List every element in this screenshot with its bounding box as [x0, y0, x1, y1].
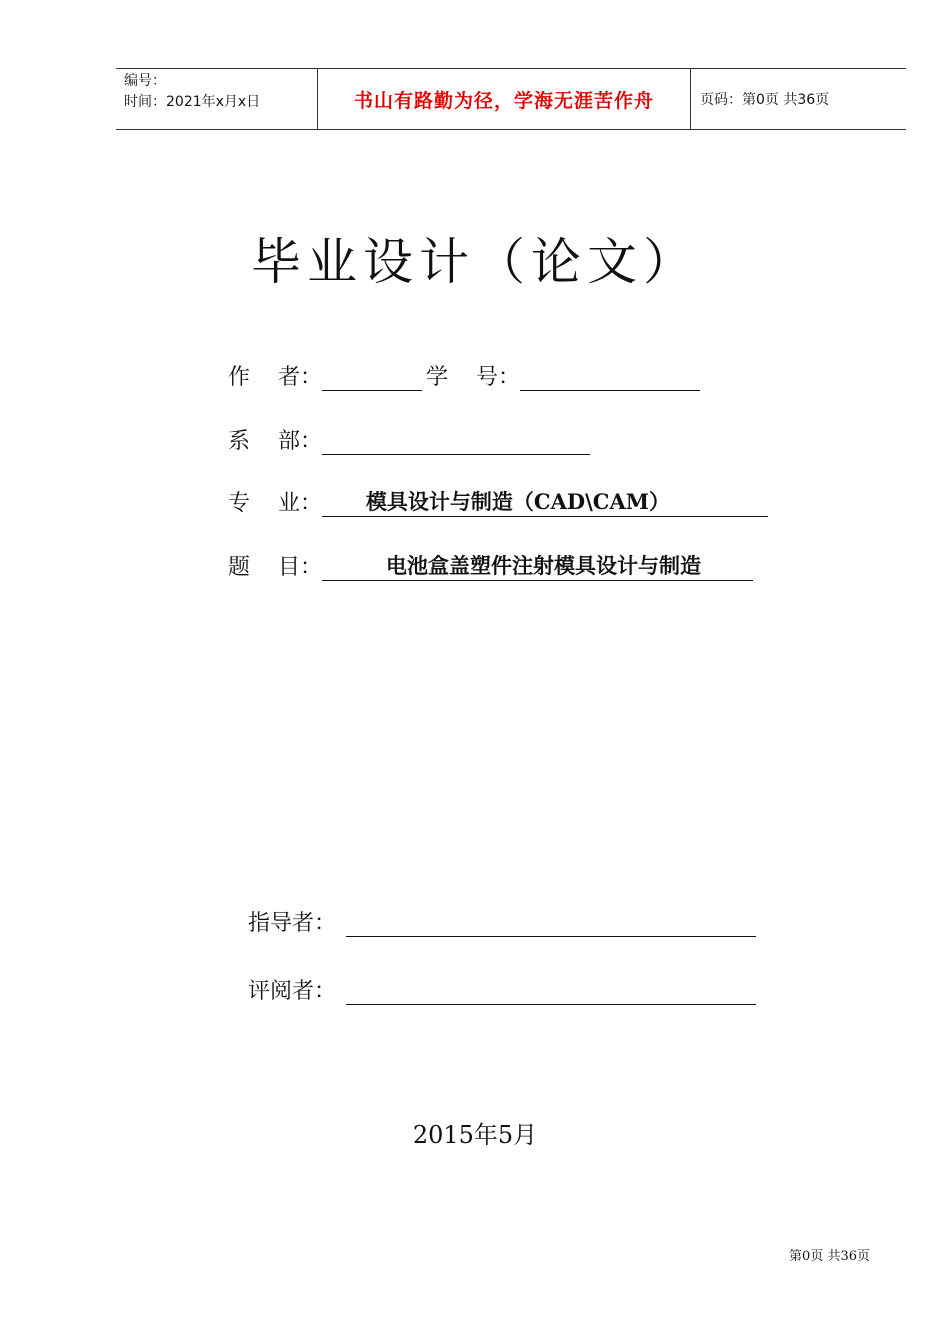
reviewer-label: 评阅者：	[248, 979, 337, 1004]
department-label: 系 部：	[228, 429, 322, 454]
number-label: 编号：	[124, 73, 166, 89]
topic-row	[228, 550, 753, 581]
topic-label: 题 目：	[228, 555, 322, 580]
student-id-label: 学 号：	[425, 365, 520, 390]
department-row	[228, 424, 590, 455]
author-row	[228, 360, 700, 391]
header-divider	[690, 69, 691, 129]
document-title: 毕业设计（论文）	[251, 233, 699, 291]
topic-blank-left	[322, 552, 386, 581]
page-footer: 第0页 共36页	[789, 1249, 870, 1264]
author-label: 作 者：	[228, 365, 322, 390]
advisor-blank	[346, 912, 756, 937]
department-blank	[322, 430, 590, 455]
student-id-blank	[520, 366, 700, 391]
author-blank	[322, 366, 422, 391]
reviewer-row	[248, 974, 756, 1005]
submission-date: 2015年5月	[412, 1121, 538, 1149]
header-left-cell	[124, 71, 319, 113]
topic-blank-right	[701, 552, 753, 581]
reviewer-blank	[346, 980, 756, 1005]
header-table	[116, 68, 906, 130]
page-info: 页码：第0页 共36页	[700, 92, 830, 108]
topic-value: 电池盒盖塑件注射模具设计与制造	[386, 552, 701, 581]
major-value: 模具设计与制造（CAD\CAM）	[322, 488, 768, 517]
major-row	[228, 486, 768, 517]
motto-text: 书山有路勤为径，学海无涯苦作舟	[353, 89, 654, 112]
advisor-row	[248, 906, 756, 937]
time-label: 时间：2021年x月x日	[124, 94, 261, 110]
advisor-label: 指导者：	[248, 911, 337, 936]
major-label: 专 业：	[228, 491, 322, 516]
